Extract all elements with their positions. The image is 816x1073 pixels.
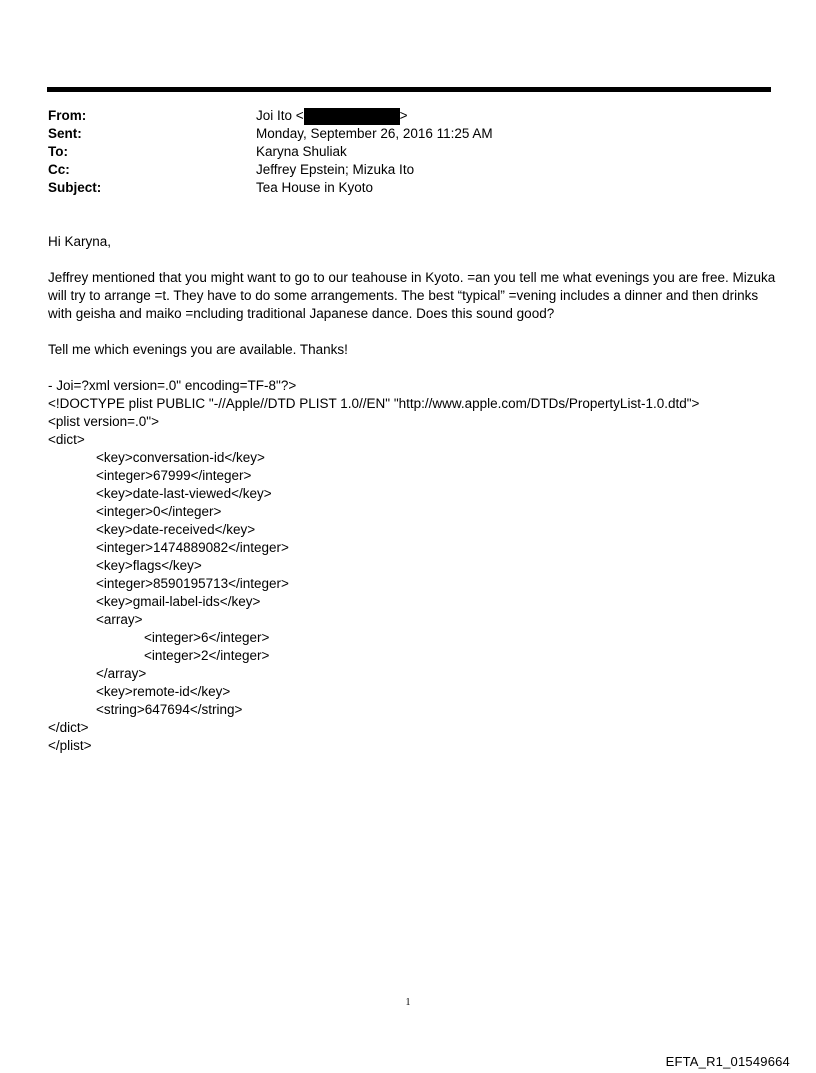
xml-line: </dict> bbox=[48, 720, 89, 735]
xml-line: <!DOCTYPE plist PUBLIC "-//Apple//DTD PLIST 1.0//EN" "http://www.apple.com/DTDs/PropertyList-1.0.dtd"> bbox=[48, 396, 700, 411]
page-number: 1 bbox=[405, 997, 411, 1008]
sent-label: Sent: bbox=[48, 126, 82, 141]
sent-value: Monday, September 26, 2016 11:25 AM bbox=[256, 126, 493, 141]
cc-label: Cc: bbox=[48, 162, 70, 177]
email-header bbox=[48, 107, 493, 197]
xml-line: <key>date-received</key> bbox=[96, 522, 256, 537]
email-body bbox=[48, 233, 778, 755]
subject-value: Tea House in Kyoto bbox=[256, 180, 374, 195]
xml-line: <string>647694</string> bbox=[96, 702, 243, 717]
xml-line: <array> bbox=[96, 612, 143, 627]
document-id: EFTA_R1_01549664 bbox=[665, 1054, 790, 1069]
subject-row bbox=[48, 179, 493, 197]
to-label: To: bbox=[48, 144, 68, 159]
header-divider bbox=[47, 87, 771, 92]
xml-line: <integer>6</integer> bbox=[144, 630, 270, 645]
xml-line: <integer>8590195713</integer> bbox=[96, 576, 289, 591]
xml-line: <key>gmail-label-ids</key> bbox=[96, 594, 261, 609]
from-value bbox=[256, 107, 408, 125]
from-name: Joi Ito < bbox=[256, 108, 304, 123]
xml-line: <key>remote-id</key> bbox=[96, 684, 231, 699]
xml-line: <key>flags</key> bbox=[96, 558, 202, 573]
xml-line: <key>date-last-viewed</key> bbox=[96, 486, 272, 501]
sent-row bbox=[48, 125, 493, 143]
xml-line: </array> bbox=[96, 666, 147, 681]
xml-line: <integer>0</integer> bbox=[96, 504, 222, 519]
redacted-email-block bbox=[304, 108, 400, 125]
cc-row bbox=[48, 161, 493, 179]
from-label: From: bbox=[48, 108, 87, 123]
from-close-bracket: > bbox=[399, 108, 408, 123]
to-row bbox=[48, 143, 493, 161]
paragraph-teahouse: Jeffrey mentioned that you might want to go to our teahouse in Kyoto. =an you tell me what evenings you are free. Mizuka will try to arrange =t. They have to do some arrangements. The best “typical” =vening includes a dinner and then drinks with geisha and maiko =ncluding traditional Japanese dance. Does this sound good? bbox=[48, 270, 780, 321]
xml-line: </plist> bbox=[48, 738, 92, 753]
cc-value: Jeffrey Epstein; Mizuka Ito bbox=[256, 162, 415, 177]
subject-label: Subject: bbox=[48, 180, 102, 195]
xml-block bbox=[48, 377, 778, 755]
xml-line: <plist version=.0"> bbox=[48, 414, 159, 429]
xml-line: <integer>2</integer> bbox=[144, 648, 270, 663]
paragraph-availability: Tell me which evenings you are available. Thanks! bbox=[48, 342, 348, 357]
from-row bbox=[48, 107, 493, 125]
greeting: Hi Karyna, bbox=[48, 234, 112, 249]
xml-line: - Joi=?xml version=.0" encoding=TF-8"?> bbox=[48, 378, 297, 393]
xml-line: <key>conversation-id</key> bbox=[96, 450, 265, 465]
xml-line: <integer>67999</integer> bbox=[96, 468, 252, 483]
xml-line: <dict> bbox=[48, 432, 85, 447]
to-value: Karyna Shuliak bbox=[256, 144, 347, 159]
xml-line: <integer>1474889082</integer> bbox=[96, 540, 289, 555]
